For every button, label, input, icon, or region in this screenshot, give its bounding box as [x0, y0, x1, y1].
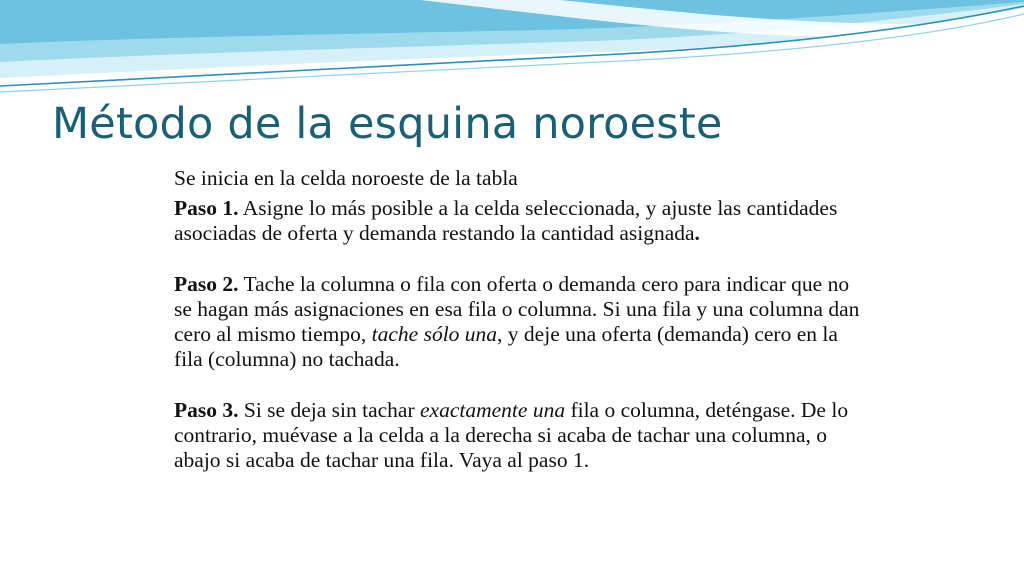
step-2-text-a: Tache la columna o fila con oferta o demanda cero para indicar que no se hagan más asignaciones en esa fila o columna. Si una fila y una columna dan cero al mismo tiempo, [174, 272, 860, 346]
step-3-label: Paso 3. [174, 398, 239, 422]
step-1-end: . [694, 221, 700, 245]
intro-text: Se inicia en la celda noroeste de la tabla [174, 166, 518, 190]
step-3 [174, 398, 864, 473]
step-3-text-b: fila o columna, deténgase. De lo contrario, muévase a la celda a la derecha si acaba de tachar una columna, o abajo si acaba de tachar una fila. Vaya al paso 1. [174, 398, 849, 472]
slide-body [174, 166, 864, 473]
step-1 [174, 196, 864, 246]
slide-title: Método de la esquina noroeste [52, 99, 723, 149]
step-3-text-a: Si se deja sin tachar [238, 398, 421, 422]
step-3-emphasis: exactamente una [420, 398, 566, 422]
step-2-emphasis: tache sólo una [371, 322, 498, 346]
step-2 [174, 272, 864, 372]
step-1-label: Paso 1. [174, 196, 239, 220]
step-2-text-b: , y deje una oferta (demanda) cero en la fila (columna) no tachada. [174, 322, 838, 371]
decorative-wave-header [0, 0, 1024, 100]
step-2-label: Paso 2. [174, 272, 239, 296]
step-1-text: Asigne lo más posible a la celda seleccionada, y ajuste las cantidades asociadas de oferta y demanda restando la cantidad asignada [174, 196, 838, 245]
